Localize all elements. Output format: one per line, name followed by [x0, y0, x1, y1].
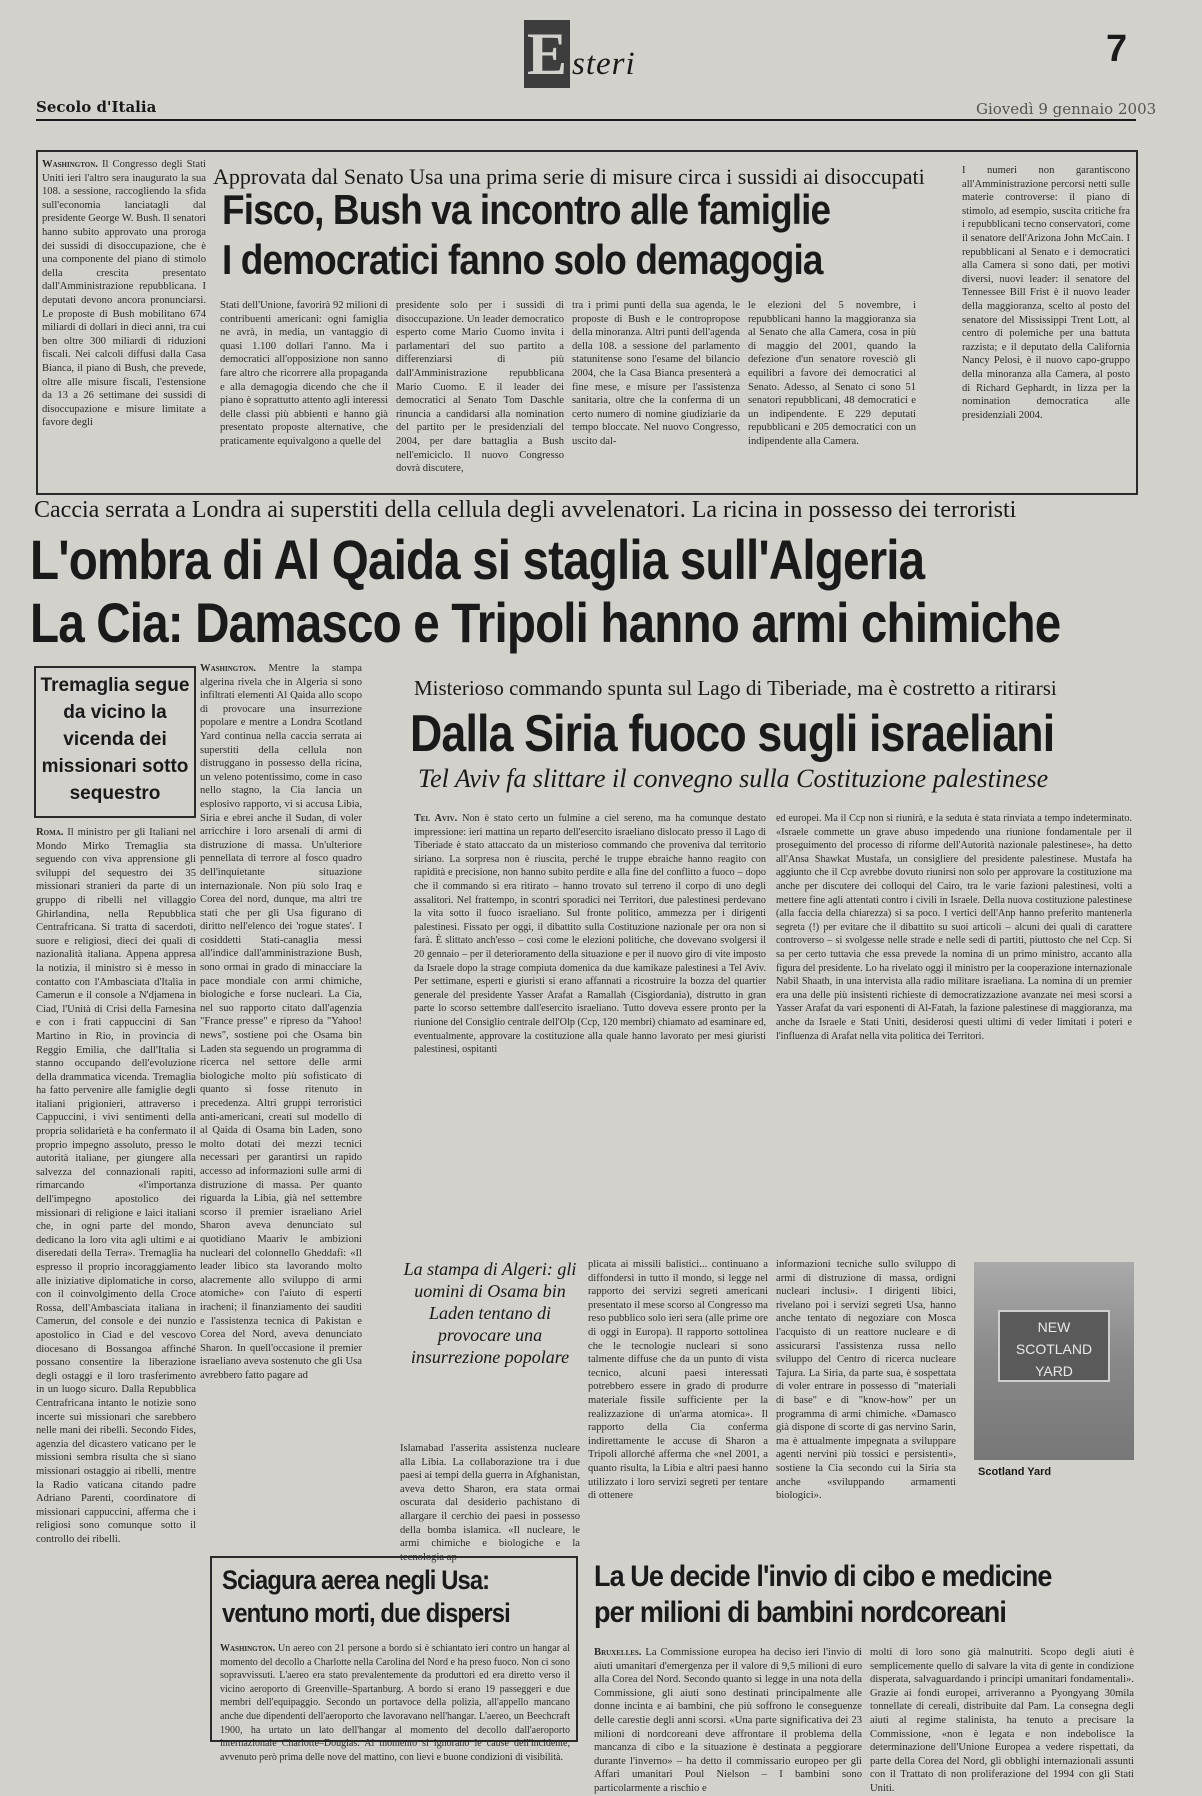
article-alqaida-column-d: informazioni tecniche sullo sviluppo di armi di distruzione di massa, ordigni nucleari inclusi». I dirigenti libici, rivelano poi i servizi segreti Usa, hanno anche tentato di negoziare con Mosca l'acquisto di un reattore nucleare e di assicurarsi l'assistenza russa nello sviluppo del Centro di ricerca nucleare Tajura. La Siria, da parte sua, è sospettata di voler entrare in possesso di "materiali di base" e di "know-how" per un programma di armi chimiche. «Damasco già dispone di scorte di gas nervino Sarin, ma è attualmente impegnata a sviluppare agenti nervini più tossici e persistenti», sostiene la Cia secondo cui la Siria sta anche «sviluppando armamenti biologici».	[776, 1259, 956, 1502]
article-fisco-headline-1: Fisco, Bush va incontro alle famiglie	[222, 186, 831, 233]
article-alqaida-column-a: Washington. Mentre la stampa algerina rivela che in Algeria si sono infiltrati elementi Al Qaida allo scopo di provocare una insurrezione popolare e mentre a Londra Scotland Yard continua nella caccia serrata ai superstiti della cellula non distruggano in possesso della ricina, un veleno potentissimo, come in caso nello stagno, la Cia lancia un esplosivo rapporto, vi si accusa Libia, Siria e ebrei anche il Sudan, di voler arricchire i loro arsenali di armi di distruzione di massa. Un'ulteriore pennellata di terrore al fosco quadro dell'inquietante situazione internazionale. Non più solo Iraq e Corea del nord, dunque, ma altri tre stati che per gli Usa figurano di diritto nell'elenco dei 'rogue states'. I cosiddetti Stati-canaglia messi all'indice dall'amministrazione Bush, sono ormai in grado di minacciare la pace mondiale con armi chimiche, biologiche e forse nucleari. La Cia, nel suo rapporto citato dall'agenzia "France presse" e ripreso da "Yahoo! news", sostiene poi che Osama bin Laden sta seguendo un programma di ricerca nel settore delle armi biologiche molto più sofisticato di quanto si fosse ritenuto in precedenza. Altri gruppi terroristici anti-americani, creati sul modello di al Qaida di Osama bin Laden, sono molto dotati dei mezzi tecnici necessari per garantirsi un rapido accesso ad informazioni sulle armi di distruzione di massa. Per quanto riguarda la Libia, già nel settembre scorso il premier israeliano Ariel Sharon aveva denunciato sul quotidiano Maariv le ambizioni nucleari del colonnello Gheddafi: «Il leader libico sta lavorando molto alacremente allo sviluppo di armi atomiche» con l'aiuto di esperti iracheni; il finanziamento dei sauditi e l'assistenza tecnica di Pakistan e Corea del Nord, aveva denunciato Sharon. In quell'occasione il premier israeliano aveva sostenuto che gli Usa avrebbero fatto pagare ad	[200, 663, 362, 1381]
article-fisco-column-3: presidente solo per i sussidi di disoccupazione. Un leader democratico esperto come Mario Cuomo invita i parlamentari del suo partito a differenziarsi di più dall'Amministrazione repubblicana Mario Cuomo. E il leader dei democratici al Senato Tom Daschle rinuncia a candidarsi alla nomination del partito per le presidenziali del 2004, per dare battaglia a Bush nell'emiciclo. Il nuovo Congresso dovrà discutere,	[396, 300, 564, 475]
photo-caption: Scotland Yard	[978, 1466, 1052, 1478]
article-siria-kicker: Misterioso commando spunta sul Lago di Tiberiade, ma è costretto a ritirarsi	[414, 676, 1057, 700]
newspaper-name: Secolo d'Italia	[36, 98, 157, 116]
article-alqaida-headline-1: L'ombra di Al Qaida si staglia sull'Algeria	[30, 528, 925, 591]
scotland-yard-photo	[974, 1262, 1134, 1460]
article-alqaida-headline-2: La Cia: Damasco e Tripoli hanno armi chimiche	[30, 591, 1061, 654]
article-ue-headline-2: per milioni di bambini nordcoreani	[594, 1596, 1006, 1629]
issue-date: Giovedì 9 gennaio 2003	[976, 100, 1157, 118]
article-alqaida-column-b: Islamabad l'asserita assistenza nucleare alla Libia. La collaborazione tra i due paesi ai tempi della guerra in Afghanistan, aveva detto Sharon, era stata ormai oscurata dal desiderio pachistano di allargare il cerchio dei paesi in possesso della bomba islamica. «Il nucleare, le armi chimiche e biologiche e la tecnologia ap-	[400, 1443, 580, 1563]
article-siria-column-1: Tel Aviv. Non è stato certo un fulmine a ciel sereno, ma ha comunque destato impressione: ieri mattina un reparto dell'esercito israeliano dislocato presso il Lago di Tiberiade è stato attaccato da un misterioso commando che proveniva dal territorio siriano. La sorpresa non è riuscita, perché le truppe ebraiche hanno reagito con rapidità e precisione, non hanno subito perdite e alla fine del conflitto a fuoco – dopo che il commando si era ritirato – hanno trovato sul terreno il corpo di uno degli assalitori. Nel frattempo, in scontri sporadici nei Territori, due palestinesi perdevano la vita sotto il fuoco israeliano. Sul fronte politico, ammezza per i dirigenti palestinesi. Fissato per oggi, il dibattito sulla Costituzione nazionale per ora non si farà. È slittato anch'esso – così come le elezioni politiche, che dovevano svolgersi il 20 gennaio – per il deterioramento della situazione e per il nuovo giro di vite imposto da Israele dopo la strage compiuta domenica da due kamikaze palestinesi a Tel Aviv. Per settimane, esperti e giuristi si erano affannati a ricostruire la bozza del quartier generale del presidente Yasser Arafat a Ramallah (Cisgiordania), distrutto in gran parte lo scorso settembre dall'esercito israeliano. Tutto doveva essere pronto per la riunione del Consiglio centrale dell'Olp (Ccp, 120 membri) chiamato ad esaminare ed, eventualmente, approvare la costituzione alla quale hanno lavorato per mesi giuristi palestinesi, ospitanti	[414, 813, 766, 1056]
article-fisco-column-2: Stati dell'Unione, favorirà 92 milioni di contribuenti americani: ogni famiglia ne avrà, in media, un vantaggio di quasi 1.100 dollari l'anno. Ma i democratici all'opposizione non sanno fare altro che ricorrere alla propaganda e alla demagogia dicendo che che il piano è soprattutto attento agli interessi delle classi più abbienti e hanno già presentato proposte alternative, che praticamente equivalgono a quelle del	[220, 300, 388, 447]
dateline: Washington.	[42, 159, 98, 170]
article-siria-column-2: ed europei. Ma il Ccp non si riunirà, e la seduta è stata rinviata a tempo indeterminato. «Israele commette un grave abuso impedendo una riunione fondamentale per il proseguimento del processo di riforme dell'Autorità nazionale palestinese», ha detto all'Ansa Shawkat Mustafa, un consigliere del presidente palestinese. Mustafa ha aggiunto che il Ccp avrebbe dovuto riunirsi non solo per approvare la costituzione ma anche per discutere dei colloqui del Cairo, tra le varie fazioni palestinesi, volti a mettere fine agli attentati contro i civili in Israele. Della nuova costituzione palestinese (alla faccia della chiarezza) si sa poco. I vertici dell'Anp hanno preferito mantenerla segreta (!) per evitare che il dibattito su suoi articoli – alcuni dei quali di carattere controverso – si svolgesse nelle strade e nelle sedi di partiti, piuttosto che nel Ccp. Si sa per certo tuttavia che essa prevede la nomina di un primo ministro, accanto alla figura del presidente. Lo ha rivelato oggi il ministro per la cooperazione internazionale Nabil Shaath, in una intervista alla radio militare israeliana. La nomina di un premier era una delle più insistenti richieste di democratizzazione avanzate nei mesi scorsi a Yasser Arafat da vari esponenti di Al-Fatah, la fazione palestinese di maggioranza, ma anche da Israele e Stati Uniti, desiderosi questi ultimi di veder limitati i poteri e l'influenza di Arafat nella vita politica dei Territori.	[776, 813, 1132, 1042]
article-siria-subhead: Tel Aviv fa slittare il convegno sulla Costituzione palestinese	[418, 764, 1049, 793]
section-logo: steri	[572, 46, 636, 82]
scotland-yard-sign: NEW SCOTLAND YARD	[998, 1310, 1110, 1382]
section-logo-initial: E	[524, 20, 570, 88]
article-fisco-column-5: le elezioni del 5 novembre, i repubblicani hanno la maggioranza sia al Senato che alla Camera, cosa in più di maggio del 2001, quando la defezione d'un senatore rovesciò gli equilibri a favore dei democratici al Senato. Adesso, al Senato ci sono 51 senatori repubblicani, 48 democratici e un indipendente. E 229 deputati repubblicani e 205 democratici con un indipendente alla Camera.	[748, 300, 916, 447]
article-aereo-text: Washington. Un aereo con 21 persone a bordo si è schiantato ieri contro un hangar al momento del decollo a Charlotte nella Carolina del Nord e ha preso fuoco. Non ci sono sopravvissuti. L'aereo era stato prevalentemente da produttori ed era diretto verso il vicino aeroporto di Greenville–Spartanburg. A bordo si erano 19 passeggeri e due membri dell'equipaggio. Secondo un portavoce della polizia, all'appello mancano anche due dipendenti dell'aeroporto che lavoravano nell'hangar. L'aereo, un Beechcraft 1900, ha urtato un lato dell'hangar al momento del decollo dall'aeroporto internazionale Charlotte–Douglas. Al momento si ignorano le cause dell'incidente, avvenuto però prima delle nove del mattino, con lievi e buone condizioni di visibilità.	[220, 1643, 570, 1763]
article-ue-column-1: Bruxelles. La Commissione europea ha deciso ieri l'invio di aiuti umanitari d'emergenza per il valore di 9,5 milioni di euro alla Corea del Nord. Secondo quanto si legge in una nota della Commissione, gli aiuti sono destinati principalmente alle donne incinta e ai bambini, che più soffrono le conseguenze delle carestie degli anni scorsi. «Una parte significativa dei 23 milioni di nordcoreani deve affrontare il problema della mancanza di cibo e la situazione è destinata a peggiorare durante l'inverno» – ha detto il commissario europeo per gli Affari umanitari Poul Nielson – I bambini sono particolarmente a rischio e	[594, 1647, 862, 1794]
page-number: 7	[1106, 28, 1128, 70]
article-fisco-left-column: Washington. Il Congresso degli Stati Uniti ieri l'altro sera inaugurato la sua 108. a sessione, raccogliendo la sfida sull'economia lanciatagli dal presidente George W. Bush. Il senatori hanno subito approvato una proroga dei sussidi di disoccupazione, che è una componente del piano di stimolo della crescita presentato dall'Amministrazione repubblicana. I deputati devono ancora pronunciarsi. Le proposte di Bush mobilitano 674 miliardi di dollari in dieci anni, tra cui ben oltre 300 miliardi di riduzioni fiscali. Nei calcoli diffusi dalla Casa Bianca, il piano di Bush, che prevede, oltre alle misure fiscali, l'estensione da 13 a 26 settimane dei sussidi di disoccupazione e misure limitate a favore degli	[42, 159, 206, 429]
sidebar-tremaglia-text: Roma. Il ministro per gli Italiani nel Mondo Mirko Tremaglia sta seguendo con viva apprensione gli sviluppi del sequestro dei 35 missionari stranieri da parte di un gruppo di ribelli nel villaggio Ghirlandina, nella Repubblica Centrafricana. Si tratta di sacerdoti, suore e religiosi, dieci dei quali di nazionalità italiana. Appena appresa la notizia, il ministro si è messo in contatto con l'Ambasciata d'Italia in Camerun e il console a N'djamena in Ciad, l'Unità di Crisi della Farnesina e con i frati cappuccini di San Martino in Rio, in provincia di Reggio Emilia, che dall'Italia si stanno occupando dell'evoluzione della drammatica vicenda. Tremaglia ha fatto pervenire alle famiglie degli italiani prigionieri, attraverso i Cappuccini, i vivi sentimenti della propria solidarietà e ha confermato il proprio impegno assoluto, presso le autorità italiane, per giungere alla salvezza del connazionali rapiti, rimarcando «l'importanza dell'impegno apostolico dei missionari di religione e laici italiani che, in ogni parte del mondo, dedicano la loro vita agli ultimi e ai diseredati della Terra». Tremaglia ha espresso il proprio incoraggiamento alle iniziative diplomatiche in corso, con il coinvolgimento della Croce Rossa, dell'Ambasciata italiana in Camerun, del console e dei nunzio apostolico in Ciad e del vescovo diocesano di Bossangoa affinché possano consentire la liberazione degli ostaggi e il loro trasferimento in un luogo sicuro. Dalla Repubblica Centrafricana intanto le notizie sono incerte sui missionari che sarebbero nelle mani dei ribelli. Secondo Fides, agenzia del dicastero vaticano per le missioni sembra risulta che sì siano missionari ostaggio ai ribelli, mentre la Radio vaticana citando padre Adriano Parenti, coordinatore di missionari cappuccini, afferma che i religiosi sono comunque sotto il controllo dei ribelli.	[36, 827, 196, 1545]
article-ue-column-2: molti di loro sono già malnutriti. Scopo degli aiuti è semplicemente quello di salvare la vita di gente in condizione disperata, salvaguardando i principi umanitari fondamentali». Grazie ai fondi europei, arriveranno a Pyongyang 30mila tonnellate di cereali, distribuite dal Pam. La consegna degli aiuti al regime stalinista, ha tenuto a precisare la Commissione, «non è legata e non indebolisce la determinazione dell'Unione Europea a vedere rispettati, da parte della Corea del Nord, gli obblighi internazionali assunti con il Trattato di non proliferazione del 1994 con gli Stati Uniti.	[870, 1647, 1134, 1794]
article-alqaida-kicker: Caccia serrata a Londra ai superstiti della cellula degli avvelenatori. La ricina in possesso dei terroristi	[34, 497, 1017, 523]
article-fisco-kicker: Approvata dal Senato Usa una prima serie di misure circa i sussidi ai disoccupati	[213, 164, 925, 189]
article-aereo-headline: Sciagura aerea negli Usa: ventuno morti, due dispersi	[222, 1565, 510, 1628]
article-siria-headline: Dalla Siria fuoco sugli israeliani	[410, 705, 1055, 763]
sidebar-tremaglia-headline: Tremaglia segue da vicino la vicenda dei missionari sotto sequestro	[40, 675, 190, 804]
article-fisco-headline-2: I democratici fanno solo demagogia	[222, 236, 823, 283]
article-alqaida-column-c: plicata ai missili balistici... continuano a diffondersi in tutto il mondo, si legge nel rapporto dei servizi segreti americani presentato il mese scorso al Congresso ma reso pubblico solo ieri sera (alle prime ore di oggi in Europa). Il rapporto sottolinea che le tecnologie nucleari si sono talmente diffuse che da un punto di vista tecnico, alcuni paesi interessati potrebbero essere in grado di produrre materiale fissile sufficiente per la realizzazione di un'arma atomica». Il rapporto della Cia conferma indirettamente le accuse di Sharon a Tripoli allorché afferma che «nel 2001, a quanto risulta, la Libia e altri paesi hanno utilizzato i loro servizi segreti per tentare di ottenere	[588, 1259, 768, 1502]
article-fisco-right-column: I numeri non garantiscono all'Amministrazione percorsi netti sulle materie controverse: il piano di stimolo, ad esempio, suscita critiche fra i repubblicani tecno conservatori, come il senatore dell'Arizona John McCain. I repubblicani al Senato e i democratici alla Camera si sono dati, per motivi diversi, nuovi leader: il senatore del Tennessee Bill Frist è il nuovo leader della maggioranza, scelto al posto del senatore del Mississippi Trent Lott, al centro di polemiche per una battuta razzista; e il deputato della California Nancy Pelosi, è il nuovo capo-gruppo della minoranza alla Camera, al posto di Richard Gephardt, in lizza per la nomination democratica alle presidenziali 2004.	[962, 165, 1130, 421]
masthead-rule	[36, 119, 1136, 121]
article-alqaida-pullquote: La stampa di Algeri: gli uomini di Osama bin Laden tentano di provocare una insurrezione popolare	[403, 1259, 577, 1367]
article-ue-headline-1: La Ue decide l'invio di cibo e medicine	[594, 1560, 1052, 1593]
article-fisco-column-4: tra i primi punti della sua agenda, le proposte di Bush e le contropropose della minoranza. Altri punti dell'agenda della 108. a sessione del parlamento statunitense sono l'esame del bilancio 2004, che la Casa Bianca presenterà a fine mese, e misure per l'assistenza sanitaria, oltre che la conferma di un certo numero di nomine giudiziarie da tempo bloccate. Nel nuovo Congresso, uscito dal-	[572, 300, 740, 447]
